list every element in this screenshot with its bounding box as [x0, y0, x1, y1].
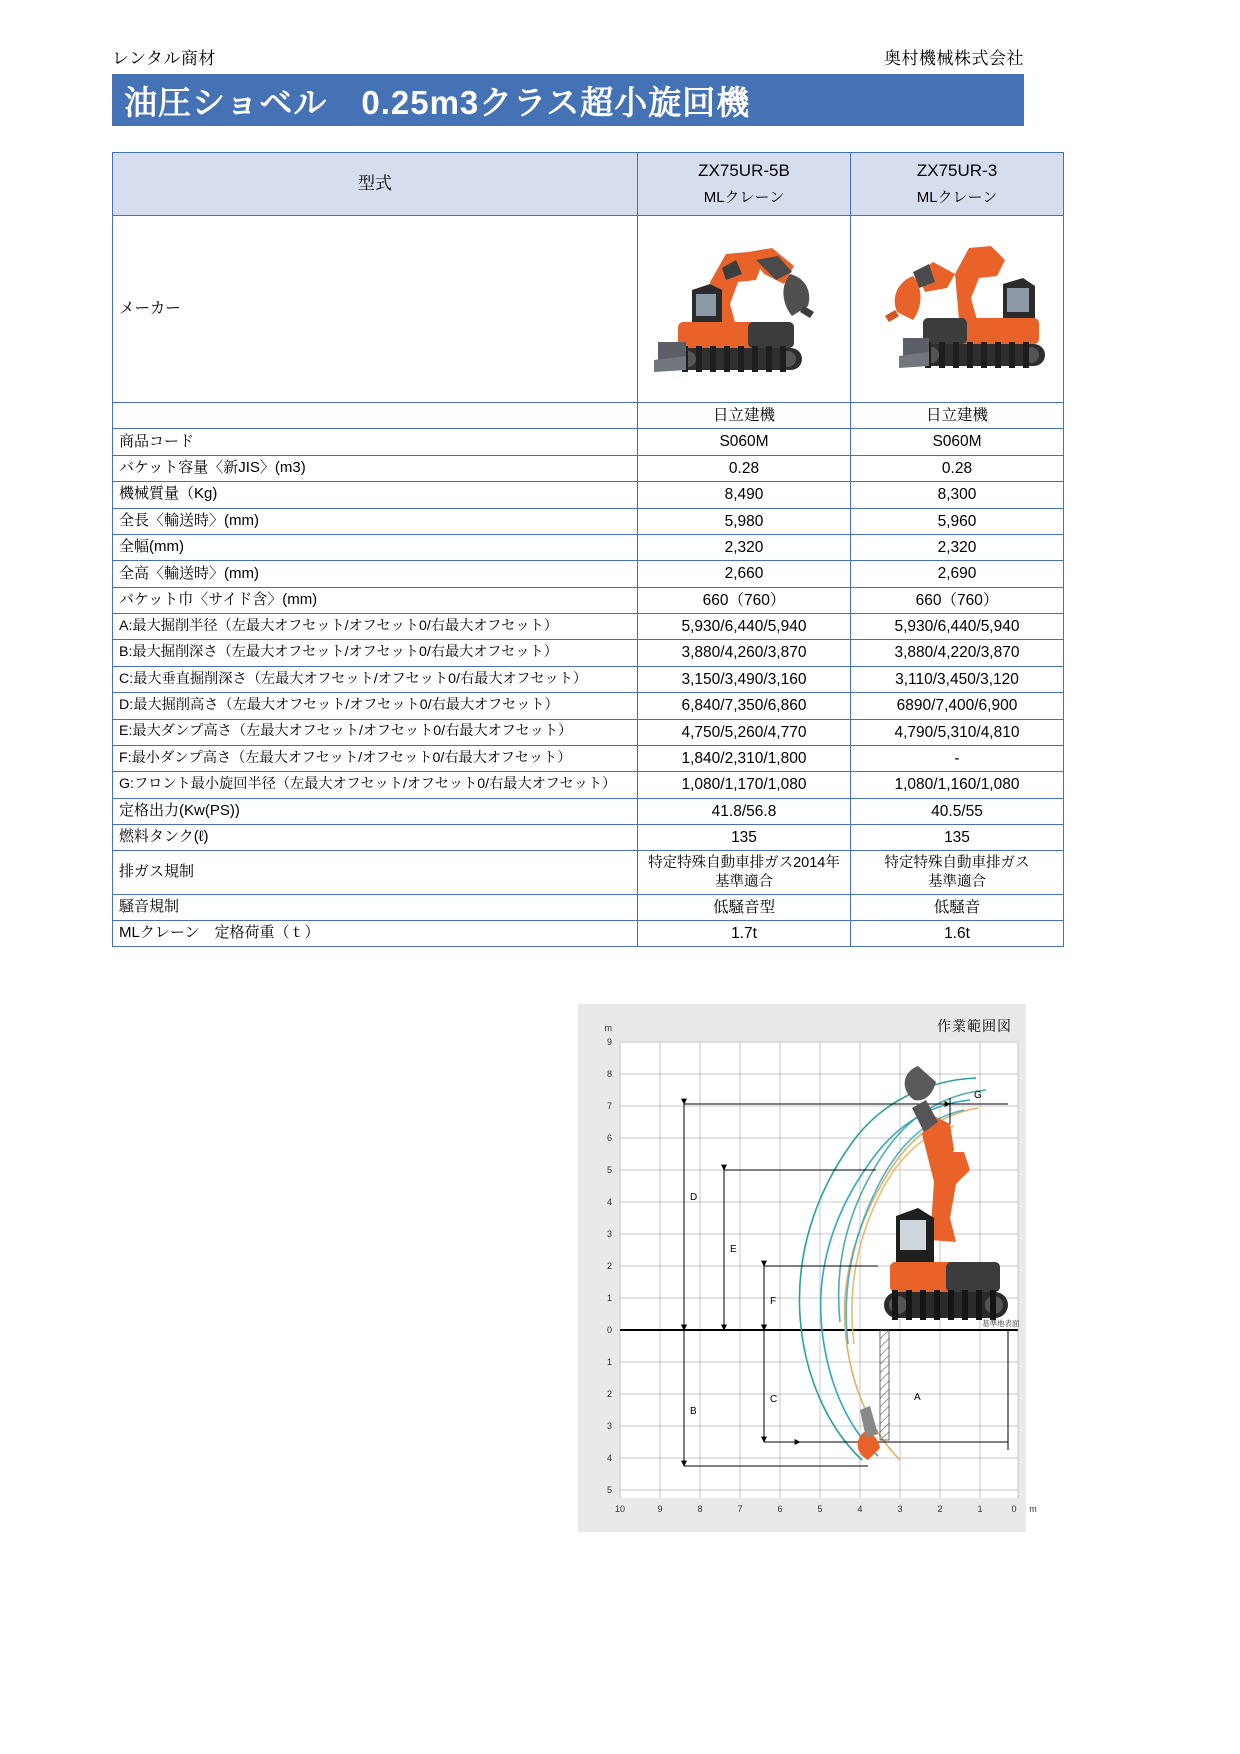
row-label: E:最大ダンプ高さ（左最大オフセット/オフセット0/右最大オフセット）: [113, 719, 638, 745]
table-row: [113, 614, 1064, 640]
row-value-2: 8,300: [851, 482, 1064, 508]
table-row: [113, 640, 1064, 666]
row-label: B:最大掘削深さ（左最大オフセット/オフセット0/右最大オフセット）: [113, 640, 638, 666]
top-header: [112, 44, 1024, 69]
row-value-1: 5,980: [638, 508, 851, 534]
svg-text:3: 3: [897, 1504, 903, 1514]
row-value-1: 660（760）: [638, 587, 851, 613]
working-range-chart: [578, 1004, 1037, 1532]
svg-text:4: 4: [857, 1504, 863, 1514]
svg-text:4: 4: [606, 1197, 612, 1207]
row-label: 全高〈輸送時〉(mm): [113, 561, 638, 587]
row-value-2: 6890/7,400/6,900: [851, 693, 1064, 719]
dimension-label-F: F: [770, 1296, 777, 1307]
row-label: 機械質量（Kg): [113, 482, 638, 508]
product-image-row: [113, 216, 1064, 403]
maker-value-1: 日立建機: [638, 403, 851, 429]
table-row: [113, 429, 1064, 455]
maker-value-row: [113, 403, 1064, 429]
product-photo-2: [851, 216, 1064, 403]
table-row: [113, 693, 1064, 719]
row-label: 燃料タンク(ℓ): [113, 825, 638, 851]
svg-text:8: 8: [697, 1504, 703, 1514]
row-value-2: 1,080/1,160/1,080: [851, 772, 1064, 798]
row-value-2: 1.6t: [851, 921, 1064, 947]
row-label: バケット巾〈サイド含〉(mm): [113, 587, 638, 613]
row-label: F:最小ダンプ高さ（左最大オフセット/オフセット0/右最大オフセット）: [113, 745, 638, 771]
svg-text:2: 2: [606, 1261, 612, 1271]
dimension-label-A: A: [914, 1392, 921, 1403]
row-value-2: S060M: [851, 429, 1064, 455]
table-row: [113, 825, 1064, 851]
svg-text:9: 9: [657, 1504, 663, 1514]
model-name-2: ZX75UR-3: [916, 161, 998, 180]
svg-text:5: 5: [606, 1165, 612, 1175]
row-value-2: 2,320: [851, 534, 1064, 560]
row-label: 排ガス規制: [113, 851, 638, 894]
row-label: D:最大掘削高さ（左最大オフセット/オフセット0/右最大オフセット）: [113, 693, 638, 719]
row-value-2: 特定特殊自動車排ガス 基準適合: [851, 851, 1064, 894]
table-row: [113, 745, 1064, 771]
working-range-diagram: [578, 1004, 1037, 1532]
table-header-row: [113, 153, 1064, 216]
table-row: [113, 719, 1064, 745]
row-value-1: 1,080/1,170/1,080: [638, 772, 851, 798]
row-value-1: 5,930/6,440/5,940: [638, 614, 851, 640]
row-value-1: S060M: [638, 429, 851, 455]
row-value-1: 3,880/4,260/3,870: [638, 640, 851, 666]
svg-text:7: 7: [606, 1101, 612, 1111]
row-label: バケット容量〈新JIS〉(m3): [113, 455, 638, 481]
svg-text:9: 9: [606, 1037, 612, 1047]
row-label: A:最大掘削半径（左最大オフセット/オフセット0/右最大オフセット）: [113, 614, 638, 640]
svg-text:4: 4: [606, 1453, 612, 1463]
model-name-1: ZX75UR-5B: [698, 161, 790, 180]
dimension-label-C: C: [770, 1394, 778, 1405]
table-row: [113, 455, 1064, 481]
dimension-label-D: D: [690, 1192, 698, 1203]
svg-text:10: 10: [614, 1504, 626, 1514]
row-value-2: 135: [851, 825, 1064, 851]
model-header-label: 型式: [113, 153, 638, 216]
row-value-1: 2,320: [638, 534, 851, 560]
svg-text:6: 6: [606, 1133, 612, 1143]
row-label: G:フロント最小旋回半径（左最大オフセット/オフセット0/右最大オフセット）: [113, 772, 638, 798]
row-label: 定格出力(Kw(PS)): [113, 798, 638, 824]
diagram-title: 作業範囲図: [937, 1018, 1012, 1034]
excavator-illustration-1: [638, 216, 850, 402]
row-label: MLクレーン 定格荷重（ｔ）: [113, 921, 638, 947]
row-value-2: 3,110/3,450/3,120: [851, 666, 1064, 692]
row-label: 全長〈輸送時〉(mm): [113, 508, 638, 534]
svg-text:3: 3: [606, 1229, 612, 1239]
y-unit-label: m: [604, 1023, 612, 1033]
dimension-label-B: B: [690, 1406, 697, 1417]
table-row: [113, 666, 1064, 692]
spec-table-body: [113, 153, 1064, 947]
maker-value-2: 日立建機: [851, 403, 1064, 429]
company-name: 奥村機械株式会社: [884, 49, 1024, 68]
svg-text:8: 8: [606, 1069, 612, 1079]
row-value-1: 135: [638, 825, 851, 851]
row-value-2: 3,880/4,220/3,870: [851, 640, 1064, 666]
table-row: [113, 798, 1064, 824]
row-label: 全幅(mm): [113, 534, 638, 560]
row-value-1: 低騒音型: [638, 894, 851, 920]
row-value-1: 1.7t: [638, 921, 851, 947]
row-value-1: 1,840/2,310/1,800: [638, 745, 851, 771]
row-value-1: 0.28: [638, 455, 851, 481]
table-row: [113, 921, 1064, 947]
page-title: 油圧ショベル 0.25m3クラス超小旋回機: [112, 74, 1024, 126]
row-value-1: 4,750/5,260/4,770: [638, 719, 851, 745]
row-value-1: 6,840/7,350/6,860: [638, 693, 851, 719]
table-row: [113, 534, 1064, 560]
model-sub-2: MLクレーン: [916, 189, 998, 207]
svg-text:1: 1: [606, 1357, 612, 1367]
maker-spacer: [113, 403, 638, 429]
dimension-label-G: G: [974, 1090, 982, 1101]
svg-text:3: 3: [606, 1421, 612, 1431]
x-unit-label: m: [1029, 1504, 1037, 1514]
row-value-1: 41.8/56.8: [638, 798, 851, 824]
svg-text:6: 6: [777, 1504, 783, 1514]
table-row: [113, 508, 1064, 534]
svg-text:1: 1: [977, 1504, 983, 1514]
row-value-2: 660（760）: [851, 587, 1064, 613]
row-value-2: -: [851, 745, 1064, 771]
row-value-2: 2,690: [851, 561, 1064, 587]
model-sub-1: MLクレーン: [703, 189, 785, 207]
row-value-2: 0.28: [851, 455, 1064, 481]
row-label: C:最大垂直掘削深さ（左最大オフセット/オフセット0/右最大オフセット）: [113, 666, 638, 692]
maker-row-label: メーカー: [113, 216, 638, 403]
svg-text:2: 2: [606, 1389, 612, 1399]
svg-text:0: 0: [1011, 1504, 1017, 1514]
table-row: [113, 894, 1064, 920]
product-photo-1: [638, 216, 851, 403]
row-value-2: 40.5/55: [851, 798, 1064, 824]
model-column-1: [638, 153, 851, 216]
row-value-2: 5,930/6,440/5,940: [851, 614, 1064, 640]
row-value-1: 8,490: [638, 482, 851, 508]
svg-text:0: 0: [606, 1325, 612, 1335]
table-row: [113, 482, 1064, 508]
excavator-illustration-2: [851, 216, 1063, 402]
row-label: 商品コード: [113, 429, 638, 455]
table-row: [113, 772, 1064, 798]
row-value-1: 2,660: [638, 561, 851, 587]
specification-table: [112, 152, 1064, 947]
ground-reference-label: 基準地表面: [982, 1319, 1020, 1328]
row-value-1: 特定特殊自動車排ガス2014年 基準適合: [638, 851, 851, 894]
dimension-label-E: E: [730, 1244, 737, 1255]
svg-text:5: 5: [606, 1485, 612, 1495]
row-label: 騒音規制: [113, 894, 638, 920]
row-value-2: 低騒音: [851, 894, 1064, 920]
table-row: [113, 561, 1064, 587]
svg-text:2: 2: [937, 1504, 943, 1514]
rental-category-label: レンタル商材: [112, 49, 216, 68]
svg-text:7: 7: [737, 1504, 743, 1514]
table-row: [113, 851, 1064, 894]
table-row: [113, 587, 1064, 613]
svg-text:1: 1: [606, 1293, 612, 1303]
svg-text:5: 5: [817, 1504, 823, 1514]
model-column-2: [851, 153, 1064, 216]
row-value-2: 5,960: [851, 508, 1064, 534]
row-value-2: 4,790/5,310/4,810: [851, 719, 1064, 745]
row-value-1: 3,150/3,490/3,160: [638, 666, 851, 692]
